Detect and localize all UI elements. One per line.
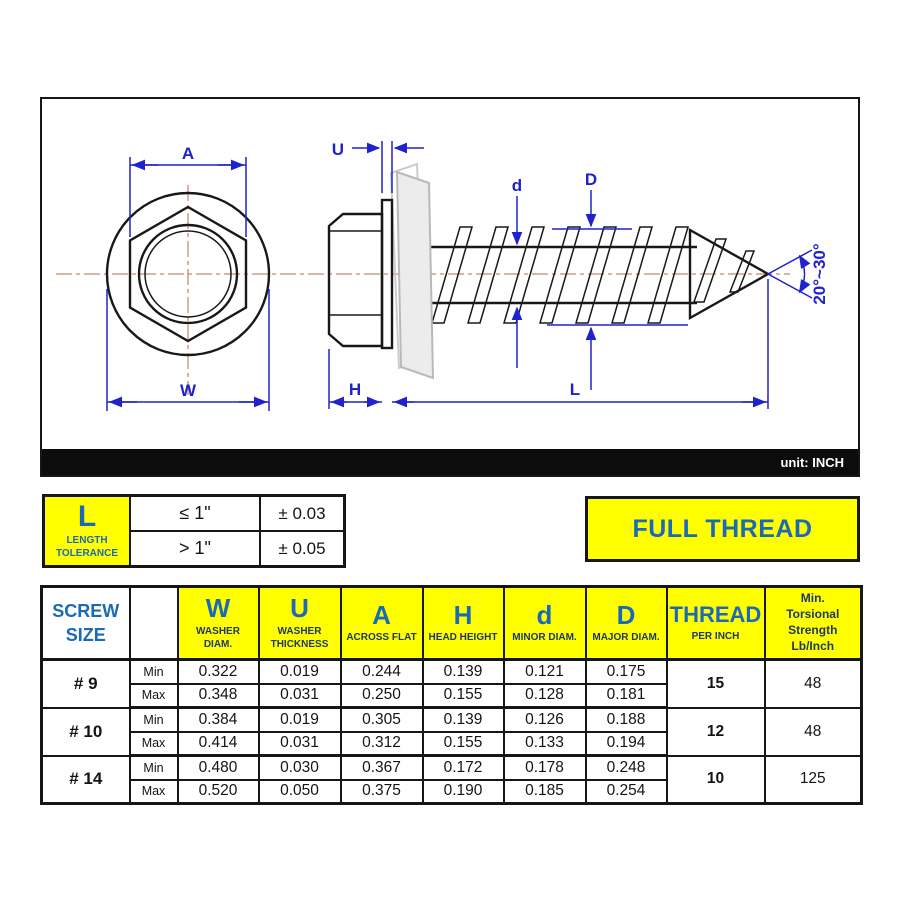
spec-row (42, 708, 862, 732)
dim-major-diam (547, 170, 688, 390)
spec-cell: 0.250 (341, 684, 423, 708)
spec-cell: 0.248 (586, 756, 667, 780)
technical-drawing-panel (40, 97, 860, 477)
label-A: A (181, 144, 195, 163)
side-view-screw (426, 227, 768, 323)
col-header-A: A ACROSS FLAT (341, 587, 423, 660)
hex-head-profile (329, 214, 382, 346)
tolerance-symbol: L (77, 500, 97, 533)
torsional-strength-cell: 48 (765, 708, 862, 756)
spec-cell: 0.139 (423, 660, 504, 684)
torsional-strength-cell: 125 (765, 756, 862, 804)
sealing-washer (391, 164, 433, 378)
torsional-strength-cell: 48 (765, 660, 862, 708)
label-H: H (348, 380, 362, 399)
label-W: W (179, 381, 197, 400)
label-L: L (569, 380, 581, 399)
spec-cell: 0.155 (423, 684, 504, 708)
spec-cell: 0.121 (504, 660, 586, 684)
spec-cell: 0.133 (504, 732, 586, 756)
spec-cell: 0.312 (341, 732, 423, 756)
spec-cell: 0.139 (423, 708, 504, 732)
thread-flights (432, 227, 688, 323)
tolerance-value: ± 0.05 (260, 531, 345, 567)
unit-label: unit: INCH (780, 454, 844, 470)
label-D: D (584, 170, 598, 189)
full-thread-banner (585, 496, 860, 562)
spec-cell: 0.367 (341, 756, 423, 780)
max-label-cell: Max (130, 780, 178, 804)
spec-cell: 0.194 (586, 732, 667, 756)
spec-cell: 0.172 (423, 756, 504, 780)
min-label-cell: Min (130, 756, 178, 780)
col-header-W: W WASHER DIAM. (178, 587, 259, 660)
spec-cell: 0.175 (586, 660, 667, 684)
spec-row (42, 660, 862, 684)
spec-cell: 0.305 (341, 708, 423, 732)
screw-size-cell: # 14 (42, 756, 130, 804)
spec-cell: 0.031 (259, 684, 341, 708)
dim-head-height (329, 349, 382, 409)
spec-cell: 0.190 (423, 780, 504, 804)
col-header-d: d MINOR DIAM. (504, 587, 586, 660)
blank-header-cell (130, 587, 178, 660)
spec-cell: 0.030 (259, 756, 341, 780)
length-tolerance-table (42, 494, 346, 568)
spec-cell: 0.348 (178, 684, 259, 708)
tolerance-condition: > 1" (130, 531, 260, 567)
thread-per-inch-cell: 10 (667, 756, 765, 804)
label-U: U (331, 140, 344, 159)
spec-cell: 0.375 (341, 780, 423, 804)
full-thread-label: FULL THREAD (632, 514, 813, 543)
tolerance-symbol-cell (44, 496, 131, 567)
col-header-H: H HEAD HEIGHT (423, 587, 504, 660)
max-label-cell: Max (130, 684, 178, 708)
spec-cell: 0.155 (423, 732, 504, 756)
dim-length (392, 279, 768, 409)
dim-minor-diam (512, 176, 522, 368)
label-d: d (511, 176, 523, 195)
spec-cell: 0.126 (504, 708, 586, 732)
spec-cell: 0.520 (178, 780, 259, 804)
spec-cell: 0.019 (259, 708, 341, 732)
screw-size-cell: # 9 (42, 660, 130, 708)
spec-header-row (42, 587, 862, 660)
col-header-strength: Min. Torsional Strength Lb/Inch (765, 587, 862, 660)
col-header-U: U WASHER THICKNESS (259, 587, 341, 660)
screw-size-cell: # 10 (42, 708, 130, 756)
label-point-angle: 20°~30° (810, 243, 829, 305)
tolerance-condition: ≤ 1" (130, 496, 260, 532)
spec-cell: 0.188 (586, 708, 667, 732)
spec-cell: 0.244 (341, 660, 423, 684)
screw-drawing (42, 99, 854, 445)
thread-per-inch-cell: 15 (667, 660, 765, 708)
spec-cell: 0.050 (259, 780, 341, 804)
spec-cell: 0.384 (178, 708, 259, 732)
spec-cell: 0.480 (178, 756, 259, 780)
spec-cell: 0.322 (178, 660, 259, 684)
min-label-cell: Min (130, 708, 178, 732)
col-header-thread: THREAD PER INCH (667, 587, 765, 660)
thread-per-inch-cell: 12 (667, 708, 765, 756)
spec-cell: 0.178 (504, 756, 586, 780)
screw-size-header-cell: SCREW SIZE (42, 587, 130, 660)
spec-cell: 0.181 (586, 684, 667, 708)
spec-row (42, 756, 862, 780)
spec-cell: 0.019 (259, 660, 341, 684)
unit-bar (42, 449, 858, 475)
min-label-cell: Min (130, 660, 178, 684)
spec-cell: 0.128 (504, 684, 586, 708)
max-label-cell: Max (130, 732, 178, 756)
spec-cell: 0.414 (178, 732, 259, 756)
tolerance-title: LENGTH TOLERANCE (55, 535, 119, 559)
col-header-D: D MAJOR DIAM. (586, 587, 667, 660)
tolerance-value: ± 0.03 (260, 496, 345, 532)
spec-cell: 0.185 (504, 780, 586, 804)
screw-spec-table (40, 585, 863, 805)
spec-cell: 0.031 (259, 732, 341, 756)
spec-cell: 0.254 (586, 780, 667, 804)
